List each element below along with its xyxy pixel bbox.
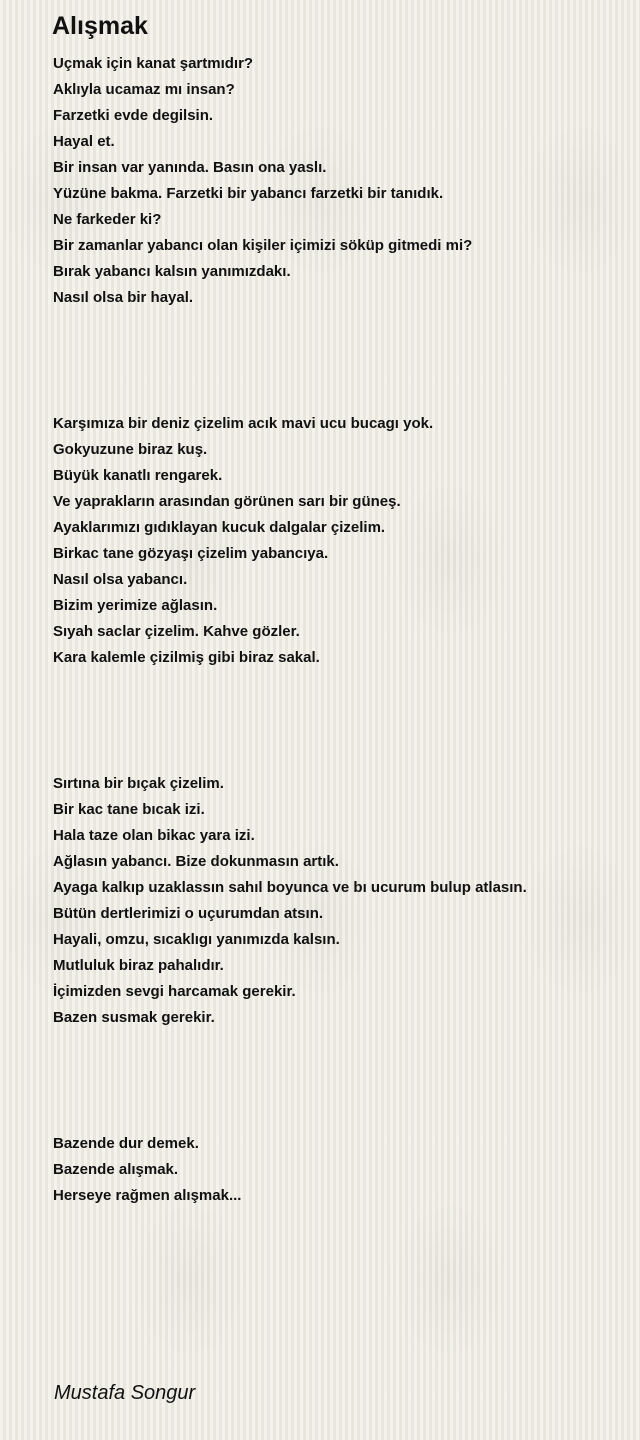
poem-line: Büyük kanatlı rengarek.	[53, 467, 223, 484]
poem-line: Yüzüne bakma. Farzetki bir yabancı farzetki bir tanıdık.	[53, 185, 444, 202]
poem-line: Bırak yabancı kalsın yanımızdakı.	[53, 263, 291, 280]
poem-line: Ve yaprakların arasından görünen sarı bir güneş.	[53, 493, 401, 510]
poem-line: Bir kac tane bıcak izi.	[53, 801, 205, 818]
poem-line: Kara kalemle çizilmiş gibi biraz sakal.	[53, 649, 320, 666]
stanza-3	[53, 771, 527, 1031]
poem-line: Gokyuzune biraz kuş.	[53, 441, 208, 458]
stanza-1	[53, 51, 472, 311]
poem-line: Ayaga kalkıp uzaklassın sahıl boyunca ve bı ucurum bulup atlasın.	[53, 879, 527, 896]
poem-line: Bir zamanlar yabancı olan kişiler içimizi söküp gitmedi mi?	[53, 237, 473, 254]
poem-line: Bizim yerimize ağlasın.	[53, 597, 218, 614]
poem-line: Hala taze olan bikac yara izi.	[53, 827, 255, 844]
poem-line: Nasıl olsa yabancı.	[53, 571, 188, 588]
poem-line: Bazende dur demek.	[53, 1135, 199, 1152]
poem-line: Sırtına bir bıçak çizelim.	[53, 775, 224, 792]
poem-line: Bütün dertlerimizi o uçurumdan atsın.	[53, 905, 324, 922]
poem-line: Bazende alışmak.	[53, 1161, 179, 1178]
poem-line: Birkac tane gözyaşı çizelim yabancıya.	[53, 545, 329, 562]
poem-line: Ne farkeder ki?	[53, 211, 162, 228]
poem-line: Bazen susmak gerekir.	[53, 1009, 215, 1026]
stanza-4	[53, 1131, 241, 1209]
poem-line: Mutluluk biraz pahalıdır.	[53, 957, 224, 974]
poem-line: Ayaklarımızı gıdıklayan kucuk dalgalar çizelim.	[53, 519, 386, 536]
poem-author: Mustafa Songur	[54, 1382, 196, 1404]
poem-line: Ağlasın yabancı. Bize dokunmasın artık.	[53, 853, 339, 870]
poem-line: Farzetki evde degilsin.	[53, 107, 214, 124]
poem-line: Nasıl olsa bir hayal.	[53, 289, 194, 306]
poem-line: Bir insan var yanında. Basın ona yaslı.	[53, 159, 327, 176]
poem-line: İçimizden sevgi harcamak gerekir.	[53, 983, 296, 1000]
poem-line: Hayal et.	[53, 133, 115, 150]
poem-line: Herseye rağmen alışmak...	[53, 1187, 242, 1204]
poem-line: Hayali, omzu, sıcaklıgı yanımızda kalsın.	[53, 931, 340, 948]
stanza-2	[53, 411, 433, 671]
poem-line: Karşımıza bir deniz çizelim acık mavi ucu bucagı yok.	[53, 415, 434, 432]
poem-title: Alışmak	[52, 12, 148, 40]
poem-line: Aklıyla ucamaz mı insan?	[53, 81, 235, 98]
poem-line: Uçmak için kanat şartmıdır?	[53, 55, 254, 72]
poem-line: Sıyah saclar çizelim. Kahve gözler.	[53, 623, 300, 640]
